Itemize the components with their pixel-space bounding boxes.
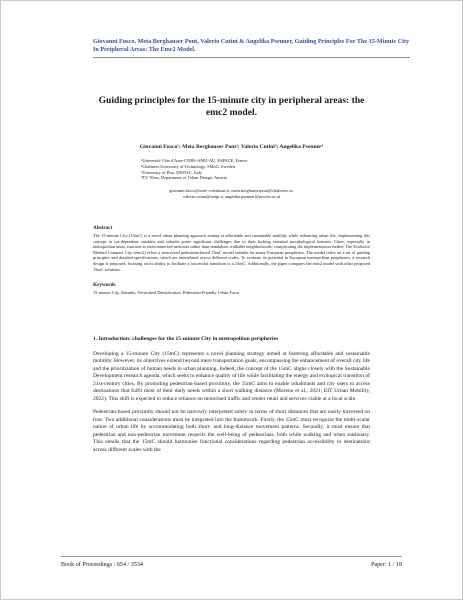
- paper-page-number: Paper: 1 / 18: [371, 562, 402, 568]
- running-header: Giovanni Fusco, Meta Berghauser Pont, Valerio Cutini & Angelika Psenner, Guiding Principles For The 15-Minute City In Peripheral Areas: The Emc2 Model.: [93, 38, 410, 53]
- affiliation-1: ¹Université Côte d'Azur-CNRS-AMU-AU, ESPACE, France: [141, 158, 248, 163]
- affiliation-2: ²Chalmers University of Technology, SMoG, Sweden: [141, 163, 235, 169]
- proceedings-page-number: Book of Proceedings : 654 / 3534: [61, 562, 143, 568]
- email-line-1: giovanni.fusco@univ-cotedazur.fr, meta.berghauserpont@chalmers.se,: [169, 188, 294, 193]
- footer-divider: [61, 556, 402, 557]
- affiliation-4: ⁴TU Wien, Department of Urban Design, Austria: [141, 175, 227, 181]
- author-list: Giovanni Fusco¹; Meta Berghauser Pont²; Valerio Cutini³; Angelika Psenner⁴: [139, 144, 324, 150]
- paper-title: Guiding principles for the 15-minute city in peripheral areas: the emc2 model.: [98, 95, 365, 118]
- author-emails: [93, 188, 370, 200]
- affiliations: [141, 158, 342, 181]
- introduction-heading: 1. Introduction: challenges for the 15-minute City in metropolitan peripheries: [93, 336, 279, 342]
- intro-paragraph-1: Developing a 15-minute City (15mC) represents a novel planning strategy aimed at fostering affordable and sustainable mobility. However, its objectives extend beyond mere transportation goals, encompassing the enhancement of overall city life and the prioritization of human needs in urban planning. Indeed, the concept of the 15mC aligns closely with the Sustainable Development research agenda, which seeks to enhance quality of life while facilitating the energy and ecological transition of 21st-century cities. By promoting pedestrian-based proximity, the 15mC aims to enable inhabitants and city users to access destinations that fulfil most of their daily needs within a short walking distance (Moreno et al., 2021; EIT Urban Mobility, 2022). This shift is expected to reduce reliance on motorised traffic and render retail and services viable at a local scale.: [93, 350, 370, 402]
- keywords-text: 15-minute City, Suburbs, Networked Densification, Pedestrian-Friendly Urban Form: [93, 290, 239, 296]
- abstract-section: [93, 226, 370, 296]
- intro-paragraph-2: Pedestrian-based proximity should not be narrowly interpreted solely in terms of short distances that are easily traversed on foot. Two additional considerations must be integrated into the framework. Firstly, the 15mC must recognize the multi-scalar nature of urban life by accommodating both short- and long-distance movement patterns. Secondly, it must ensure that pedestrian and non-pedestrian movement respects the well-being of pedestrians, both while walking and when stationary. This entails that the 15mC should harmonise functional considerations regarding pedestrian accessibility to destinations across different scales with the: [93, 409, 370, 453]
- email-line-2: valerio.cutini@unipi.it, angelika.psenner@tuwien.ac.at: [183, 193, 280, 199]
- keywords-heading: Keywords: [93, 282, 116, 289]
- introduction-section: [93, 336, 370, 460]
- header-divider: [93, 57, 410, 58]
- affiliation-3: ³University of Pisa, DESTeC, Italy: [141, 169, 203, 175]
- abstract-text: The 15-minute City (15mC) is a novel urban planning approach aiming at affordable and sustainable mobility while enhancing urban life. Implementing this concept in car-dependent outskirts and suburbs poses significant challenges due to their lacking essential morphological features. Cities, especially in metropolitan areas, function as interconnected networks rather than standalone walkable neighborhoods, complicating the implementation further. The Evolutive Meshed Compact City (emc2) offers a networked pedestrian-based 15mC model suitable for many European peripheries. The model relies on a set of guiding principles and detailed specifications, which are interrelated across different scales. To evaluate its potential in European metropolitan peripheries, a research design is proposed, focusing on its ability to facilitate a successful transition to a 15mC. Additionally, the paper compares the emc2 model with other proposed 15mC solutions.: [93, 233, 370, 272]
- abstract-heading: Abstract: [93, 225, 113, 231]
